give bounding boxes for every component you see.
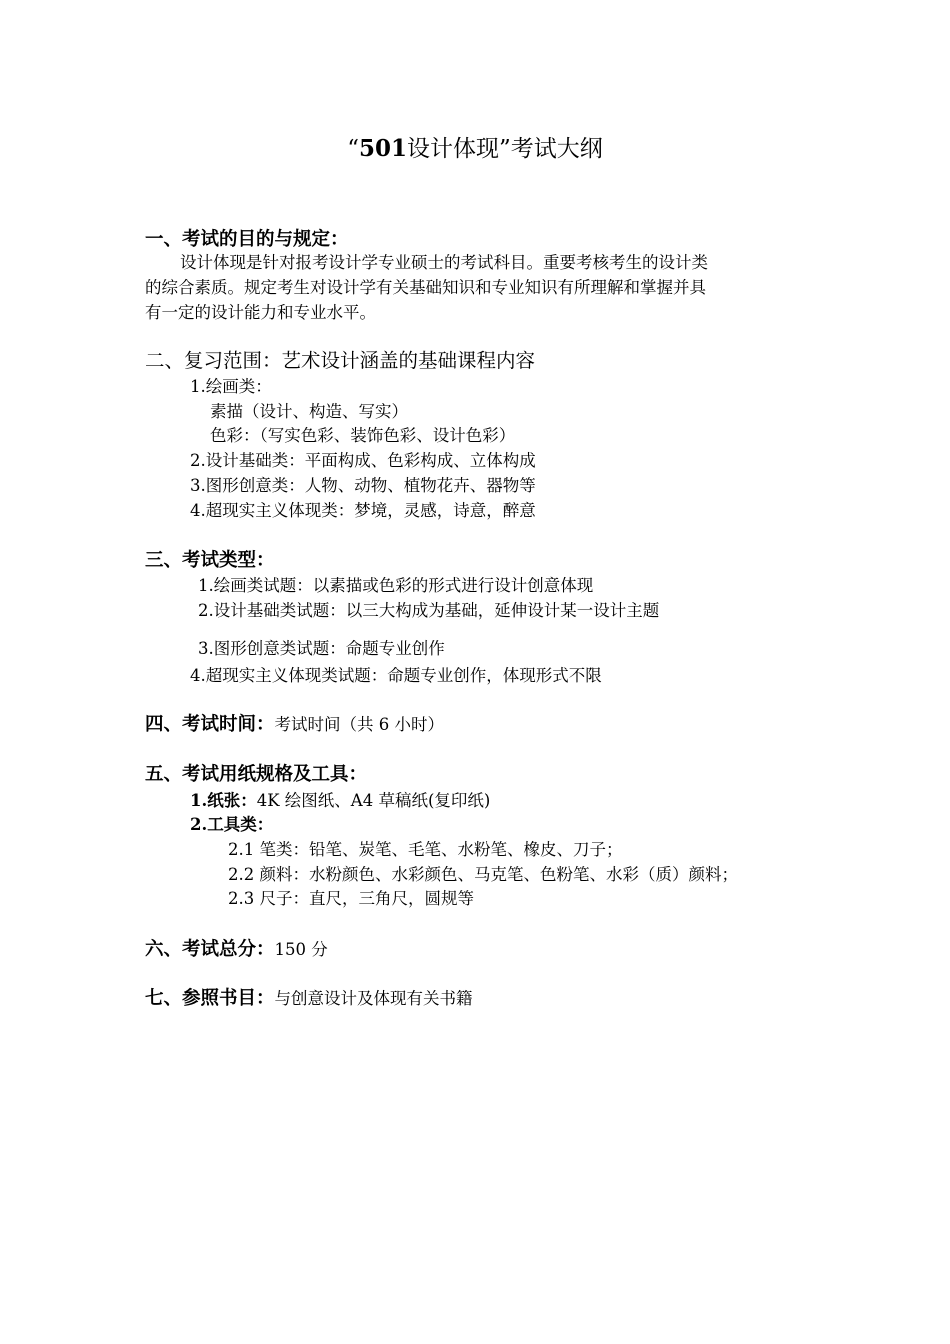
section-1-heading: 一、考试的目的与规定： xyxy=(145,229,349,250)
section-4-heading: 四、考试时间： xyxy=(145,714,275,735)
section-4-value: 考试时间（共 6 小时） xyxy=(274,715,445,734)
paper-value: 4K 绘图纸、A4 草稿纸(复印纸) xyxy=(256,791,491,810)
section-6-heading: 六、考试总分： xyxy=(145,939,275,960)
section-2-item-1: 1.绘画类： xyxy=(190,377,272,396)
section-2-heading: 二、复习范围：艺术设计涵盖的基础课程内容 xyxy=(145,349,536,372)
section-6-value: 150 分 xyxy=(274,940,328,959)
section-6-line xyxy=(145,937,328,963)
section-5-item-2-3: 2.3 尺子：直尺，三角尺，圆规等 xyxy=(228,889,474,908)
section-5-item-2-1: 2.1 笔类：铅笔、炭笔、毛笔、水粉笔、橡皮、刀子； xyxy=(228,840,623,859)
section-3-item-2: 2.设计基础类试题：以三大构成为基础，延伸设计某一设计主题 xyxy=(198,601,660,620)
section-2-item-4: 4.超现实主义体现类：梦境，灵感，诗意，醉意 xyxy=(190,501,536,520)
section-2-item-2: 2.设计基础类：平面构成、色彩构成、立体构成 xyxy=(190,451,536,470)
section-7-line xyxy=(145,986,473,1012)
paper-label: 1.纸张： xyxy=(190,791,257,810)
title-number: 501 xyxy=(358,135,407,162)
section-5-item-1 xyxy=(190,789,490,813)
section-4-line xyxy=(145,712,444,738)
section-1-paragraph-line-3: 有一定的设计能力和专业水平。 xyxy=(145,303,376,322)
section-1-paragraph-line-2: 的综合素质。规定考生对设计学有关基础知识和专业知识有所理解和掌握并具 xyxy=(145,278,706,297)
section-1-paragraph-line-1: 设计体现是针对报考设计学专业硕士的考试科目。重要考核考生的设计类 xyxy=(180,253,708,272)
title-quote-open: “ xyxy=(347,136,359,162)
section-3-item-3: 3.图形创意类试题：命题专业创作 xyxy=(198,639,445,658)
document-title xyxy=(0,134,950,164)
title-rest: 考试大纲 xyxy=(510,136,603,162)
section-2-item-1b: 色彩：（写实色彩、装饰色彩、设计色彩） xyxy=(210,426,516,445)
section-2-item-3: 3.图形创意类：人物、动物、植物花卉、器物等 xyxy=(190,476,536,495)
section-5-item-2-2: 2.2 颜料：水粉颜色、水彩颜色、马克笔、色粉笔、水彩（质）颜料； xyxy=(228,865,738,884)
section-7-value: 与创意设计及体现有关书籍 xyxy=(274,989,473,1008)
section-2-item-1a: 素描（设计、构造、写实） xyxy=(210,402,408,421)
section-3-item-1: 1.绘画类试题：以素描或色彩的形式进行设计创意体现 xyxy=(198,576,594,595)
section-3-heading: 三、考试类型： xyxy=(145,550,275,571)
section-3-item-4: 4.超现实主义体现类试题：命题专业创作，体现形式不限 xyxy=(190,666,602,685)
section-5-item-2-label: 2.工具类： xyxy=(190,815,274,834)
title-quote-close: ” xyxy=(499,136,511,162)
section-5-heading: 五、考试用纸规格及工具： xyxy=(145,764,368,785)
section-7-heading: 七、参照书目： xyxy=(145,988,275,1009)
title-text: 设计体现 xyxy=(407,136,499,162)
